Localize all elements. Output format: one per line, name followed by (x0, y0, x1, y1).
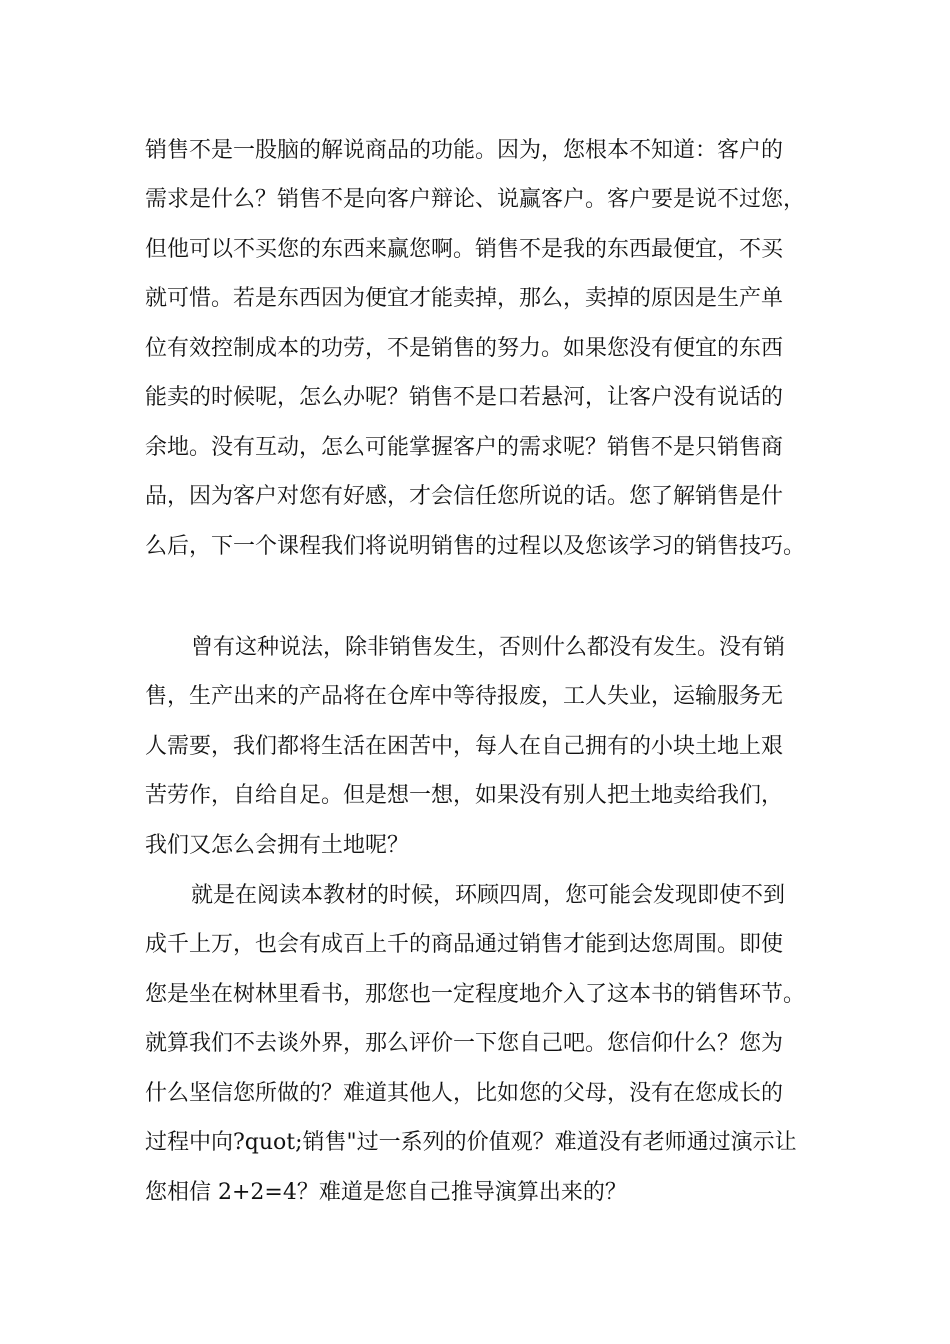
paragraph-line: 曾有这种说法，除非销售发生，否则什么都没有发生。没有销 (191, 635, 786, 660)
paragraph-line: 售，生产出来的产品将在仓库中等待报废，工人失业，运输服务无 (145, 684, 784, 709)
paragraph-line: 么后，下一个课程我们将说明销售的过程以及您该学习的销售技巧。 (145, 534, 806, 559)
paragraph-line: 销售不是一股脑的解说商品的功能。因为，您根本不知道：客户的 (145, 138, 784, 163)
paragraph-line: 过程中向?quot;销售"过一系列的价值观？难道没有老师通过演示让 (145, 1130, 797, 1155)
paragraph-line: 就是在阅读本教材的时候，环顾四周，您可能会发现即使不到 (191, 883, 786, 908)
paragraph-line: 就算我们不去谈外界，那么评价一下您自己吧。您信仰什么？您为 (145, 1031, 784, 1056)
paragraph-line: 人需要，我们都将生活在困苦中，每人在自己拥有的小块土地上艰 (145, 734, 784, 759)
paragraph-line: 但他可以不买您的东西来赢您啊。销售不是我的东西最便宜，不买 (145, 237, 784, 262)
paragraph-line: 就可惜。若是东西因为便宜才能卖掉，那么，卖掉的原因是生产单 (145, 286, 784, 311)
paragraph-line: 成千上万，也会有成百上千的商品通过销售才能到达您周围。即使 (145, 932, 784, 957)
paragraph-line: 品，因为客户对您有好感，才会信任您所说的话。您了解销售是什 (145, 484, 784, 509)
paragraph-line: 能卖的时候呢，怎么办呢？销售不是口若悬河，让客户没有说话的 (145, 385, 784, 410)
paragraph-line: 您是坐在树林里看书，那您也一定程度地介入了这本书的销售环节。 (145, 982, 806, 1007)
paragraph-line: 什么坚信您所做的？难道其他人，比如您的父母，没有在您成长的 (145, 1081, 784, 1106)
paragraph-line: 需求是什么？销售不是向客户辩论、说赢客户。客户要是说不过您， (145, 187, 806, 212)
paragraph-line: 您相信 2+2=4？难道是您自己推导演算出来的？ (145, 1180, 627, 1205)
paragraph-line: 余地。没有互动，怎么可能掌握客户的需求呢？销售不是只销售商 (145, 435, 784, 460)
paragraph-line: 苦劳作，自给自足。但是想一想，如果没有别人把土地卖给我们， (145, 783, 784, 808)
paragraph-line: 我们又怎么会拥有土地呢？ (145, 833, 410, 858)
paragraph-line: 位有效控制成本的功劳，不是销售的努力。如果您没有便宜的东西 (145, 336, 784, 361)
